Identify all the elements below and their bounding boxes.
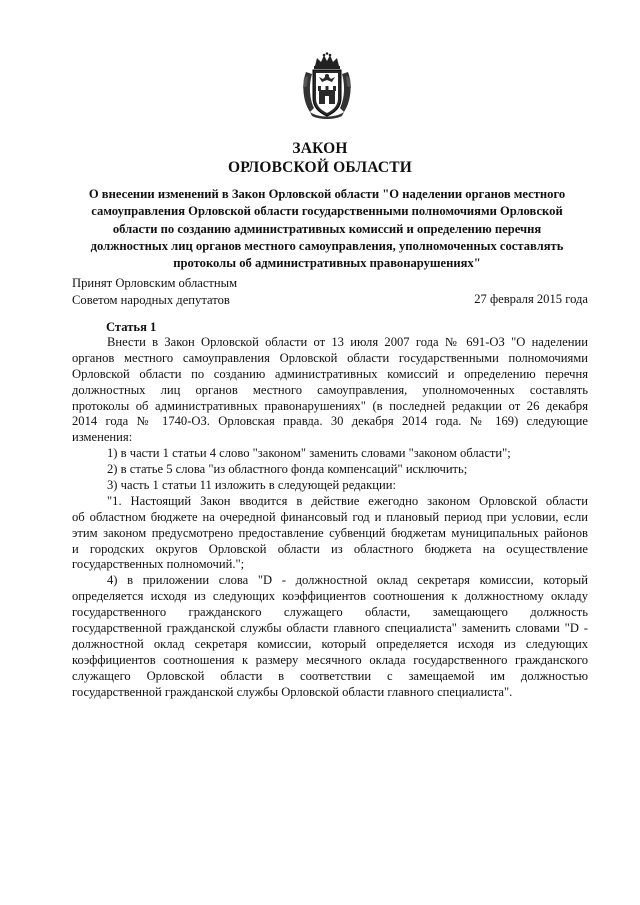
article-heading: Статья 1	[106, 320, 157, 334]
article-line: об областном бюджете на очередной финансовый год и плановый период при условии, если	[72, 509, 588, 524]
article-line: служащего Орловской области в соответствии с замещаемой им должностью	[72, 668, 588, 683]
article-line: Орловской области по созданию административных комиссий и определению перечня	[72, 366, 588, 381]
subject-line: О внесении изменений в Закон Орловской области "О наделении органов местного	[88, 187, 566, 201]
subject-line: протоколы об административных правонарушениях"	[173, 256, 481, 271]
law-title: ЗАКОН	[292, 140, 348, 157]
article-line: этим законом предусмотрено предоставление субвенций бюджетам муниципальных районов	[72, 525, 588, 540]
article-line: 3) часть 1 статьи 11 изложить в следующей редакции:	[107, 478, 396, 493]
subject-line: самоуправления Орловской области государственными полномочиями Орловской	[91, 204, 563, 219]
article-line: органов местного самоуправления Орловской области государственными полномочиями	[72, 350, 588, 365]
article-line: "1. Настоящий Закон вводится в действие ежегодно законом Орловской области	[107, 493, 588, 508]
coat-of-arms-icon	[298, 52, 356, 120]
law-subject	[80, 186, 574, 272]
adoption-line: Принят Орловским областным	[72, 276, 238, 290]
article-line: определяется исходя из следующих коэффициентов соотношения к должностному окладу	[72, 589, 588, 604]
article-line: должностных лиц органов местного самоуправления, уполномоченных составлять	[72, 382, 588, 397]
article-line: коэффициентов соотношения к размеру месячного оклада государственного гражданского	[72, 652, 588, 667]
article-line: 2) в статье 5 слова "из областного фонда компенсаций" исключить;	[107, 462, 468, 477]
adoption-date: 27 февраля 2015 года	[474, 292, 588, 306]
article-line: должностной оклад секретаря комиссии, который определяется исходя из следующих	[72, 636, 588, 651]
article-line: государственной гражданской службы Орловской области главного специалиста".	[72, 684, 513, 699]
adoption-block	[72, 275, 237, 308]
article-line: Внести в Закон Орловской области от 13 июля 2007 года № 691-ОЗ "О наделении	[107, 335, 588, 349]
article-line: 2014 года № 1740-ОЗ. Орловская правда. 30 декабря 2014 года. № 169) следующие	[72, 414, 588, 429]
subject-line: должностных лиц органов местного самоуправления, уполномоченных составлять	[90, 238, 564, 253]
article-line: изменения:	[72, 430, 133, 445]
adoption-line: Советом народных депутатов	[72, 292, 230, 307]
region-title: ОРЛОВСКОЙ ОБЛАСТИ	[227, 159, 413, 176]
article-line: государственных полномочий.";	[72, 557, 245, 572]
article-line: и городских округов Орловской области из областного бюджета на осуществление	[72, 541, 588, 556]
article-line: государственной гражданской службы области главного специалиста" заменить словами "D -	[72, 621, 588, 636]
article-body	[72, 335, 588, 700]
article-line: протоколы об административных правонарушениях" (в последней редакции от 26 декабря	[72, 398, 588, 413]
subject-line: области по созданию административных комиссий и определению перечня	[112, 221, 542, 236]
article-line: 4) в приложении слова "D - должностной оклад секретаря комиссии, который	[107, 573, 588, 588]
article-line: 1) в части 1 статьи 4 слово "законом" заменить словами "законом области";	[107, 446, 511, 461]
article-line: государственного гражданского служащего области, замещающего должность	[72, 605, 588, 620]
